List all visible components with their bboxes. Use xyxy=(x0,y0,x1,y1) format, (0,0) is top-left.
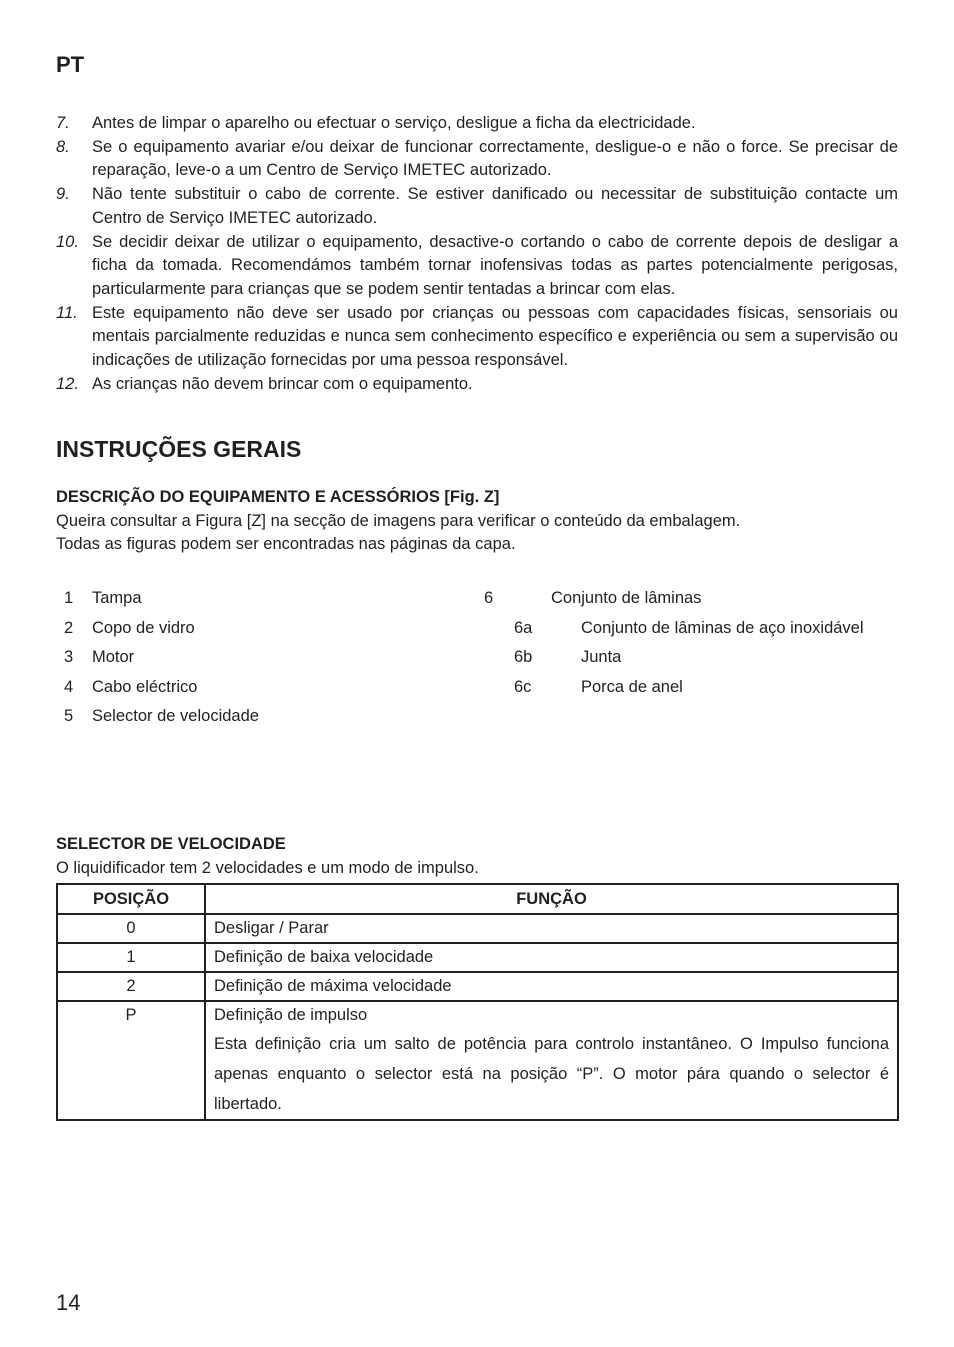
table-header-row xyxy=(57,884,898,914)
position-cell: P xyxy=(57,1001,205,1120)
safety-list xyxy=(56,112,898,396)
part-label: Cabo eléctrico xyxy=(92,677,198,696)
description-section xyxy=(56,486,898,557)
part-subrow xyxy=(484,675,904,705)
part-label: Selector de velocidade xyxy=(92,707,259,725)
item-number: 8. xyxy=(56,137,70,156)
speed-section xyxy=(56,833,898,880)
item-text: Antes de limpar o aparelho ou efectuar o serviço, desligue a ficha da electricidade. xyxy=(92,114,696,132)
part-number: 1 xyxy=(64,589,74,607)
description-title: DESCRIÇÃO DO EQUIPAMENTO E ACESSÓRIOS [Fig. Z] xyxy=(56,488,500,506)
part-number: 6c xyxy=(514,677,532,696)
part-number: 5 xyxy=(64,707,74,725)
page-number: 14 xyxy=(56,1290,81,1315)
item-number: 11. xyxy=(56,303,78,322)
function-cell: Definição de máxima velocidade xyxy=(205,972,898,1001)
position-cell: 1 xyxy=(57,943,205,972)
item-text: Se o equipamento avariar e/ou deixar de funcionar correctamente, desligue-o e não o force. Se precisar de reparação, leve-o a um Centro de Serviço IMETEC autorizado. xyxy=(92,137,898,180)
item-number: 7. xyxy=(56,114,70,132)
language-label: PT xyxy=(56,52,85,77)
item-text: As crianças não devem brincar com o equipamento. xyxy=(92,374,473,393)
part-row xyxy=(56,704,456,734)
list-item xyxy=(56,112,898,136)
part-label: Junta xyxy=(581,648,622,666)
part-label: Tampa xyxy=(92,589,142,607)
parts-list-right xyxy=(484,586,904,704)
part-number: 3 xyxy=(64,648,74,666)
part-row xyxy=(56,586,456,616)
part-row xyxy=(56,645,456,675)
item-number: 10. xyxy=(56,232,79,251)
table-row xyxy=(57,914,898,943)
position-cell: 2 xyxy=(57,972,205,1001)
part-number: 6b xyxy=(514,648,533,666)
column-header-position: POSIÇÃO xyxy=(57,884,205,914)
position-cell: 0 xyxy=(57,914,205,943)
part-row xyxy=(56,675,456,705)
part-row xyxy=(484,586,904,616)
speed-table xyxy=(56,883,899,1121)
list-item xyxy=(56,302,898,373)
speed-intro: O liquidificador tem 2 velocidades e um modo de impulso. xyxy=(56,858,479,877)
list-item xyxy=(56,231,898,302)
item-number: 12. xyxy=(56,374,79,393)
item-text: Este equipamento não deve ser usado por crianças ou pessoas com capacidades físicas, sensoriais ou mentais parcialmente reduzidas e nunca sem conhecimento específico e experiência ou sem a supervisão ou indicações de utilização fornecidas por uma pessoa responsável. xyxy=(92,303,898,370)
part-number: 4 xyxy=(64,677,74,696)
description-text-1: Queira consultar a Figura [Z] na secção de imagens para verificar o conteúdo da embalagem. xyxy=(56,511,741,530)
function-cell: Desligar / Parar xyxy=(205,914,898,943)
list-item xyxy=(56,136,898,183)
part-number: 6 xyxy=(484,589,494,607)
function-detail: Esta definição cria um salto de potência para controlo instantâneo. O Impulso funciona apenas enquanto o selector está na posição “P”. O motor pára quando o selector é libertado. xyxy=(214,1035,889,1113)
table-row xyxy=(57,1001,898,1120)
list-item xyxy=(56,373,898,397)
function-title: Definição de impulso xyxy=(214,1006,368,1024)
item-number: 9. xyxy=(56,185,70,204)
part-label: Porca de anel xyxy=(581,677,683,696)
part-number: 6a xyxy=(514,618,533,637)
part-number: 2 xyxy=(64,618,74,637)
table-row xyxy=(57,943,898,972)
section-title: INSTRUÇÕES GERAIS xyxy=(56,436,302,462)
part-label: Conjunto de lâminas xyxy=(551,589,702,607)
part-subrow xyxy=(484,645,904,675)
function-cell: Definição de baixa velocidade xyxy=(205,943,898,972)
column-header-function: FUNÇÃO xyxy=(205,884,898,914)
parts-list-left xyxy=(56,586,456,734)
table-row xyxy=(57,972,898,1001)
part-label: Copo de vidro xyxy=(92,618,195,637)
list-item xyxy=(56,183,898,230)
part-row xyxy=(56,616,456,646)
function-cell xyxy=(205,1001,898,1120)
item-text: Não tente substituir o cabo de corrente. Se estiver danificado ou necessitar de substituição contacte um Centro de Serviço IMETEC autorizado. xyxy=(92,185,898,227)
speed-title: SELECTOR DE VELOCIDADE xyxy=(56,835,286,853)
part-subrow xyxy=(484,616,904,646)
part-label: Conjunto de lâminas de aço inoxidável xyxy=(581,618,864,637)
item-text: Se decidir deixar de utilizar o equipamento, desactive-o cortando o cabo de corrente depois de desligar a ficha da tomada. Recomendámos também tornar inofensivas todas as partes potencialmente perigosas, particularmente para crianças que se podem sentir tentadas a brincar com elas. xyxy=(92,232,898,298)
description-text-2: Todas as figuras podem ser encontradas nas páginas da capa. xyxy=(56,535,516,553)
part-label: Motor xyxy=(92,648,135,666)
